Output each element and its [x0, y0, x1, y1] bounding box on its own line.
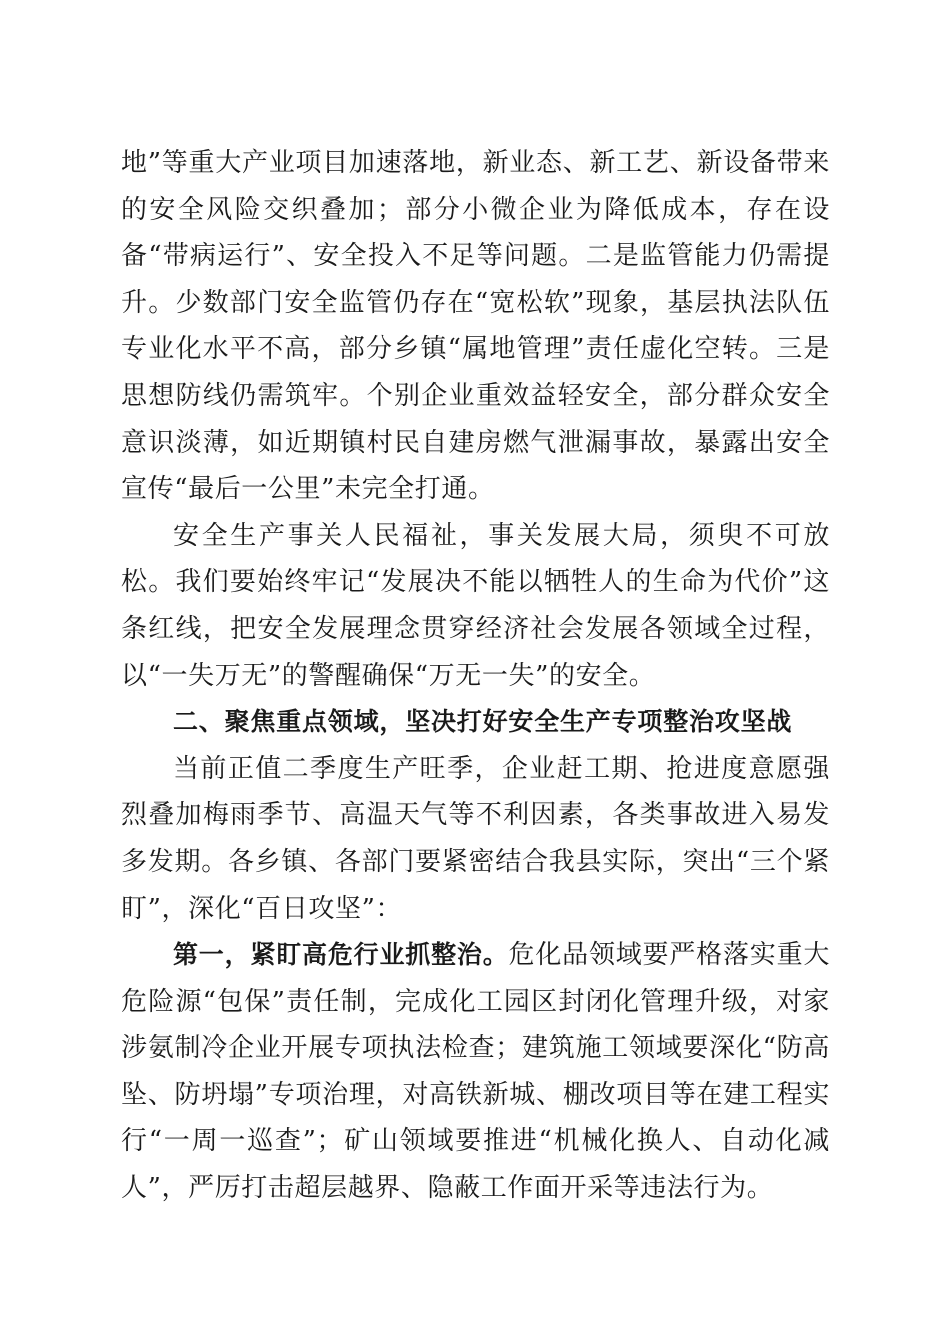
paragraph-body-first: 危化品领域要严格落实重大危险源“包保”责任制，完成化工园区封闭化管理升级，对家涉氨制冷企业开展专项执法检查；建筑施工领域要深化“防高坠、防坍塌”专项治理，对高铁新城、棚改项目等在建工程实行“一周一巡查”；矿山领域要推进“机械化换人、自动化减人”，严厉打击超层越界、隐蔽工作面开采等违法行为。 [121, 940, 831, 1204]
paragraph-risk-analysis: 地”等重大产业项目加速落地，新业态、新工艺、新设备带来的安全风险交织叠加；部分小微企业为降低成本，存在设备“带病运行”、安全投入不足等问题。二是监管能力仍需提升。少数部门安全监管仍存在“宽松软”现象，基层执法队伍专业化水平不高，部分乡镇“属地管理”责任虚化空转。三是思想防线仍需筑牢。个别企业重效益轻安全，部分群众安全意识淡薄，如近期镇村民自建房燃气泄漏事故，暴露出安全宣传“最后一公里”未完全打通。 [121, 148, 830, 505]
section-heading-2: 二、聚焦重点领域，坚决打好安全生产专项整治攻坚战 [173, 707, 793, 737]
paragraph-lead-first: 第一，紧盯高危行业抓整治。 [173, 940, 509, 970]
paragraph-safety-importance: 安全生产事关人民福祉，事关发展大局，须臾不可放松。我们要始终牢记“发展决不能以牺牲人的生命为代价”这条红线，把安全发展理念贯穿经济社会发展各领域全过程，以“一失万无”的警醒确保“万无一失”的安全。 [121, 520, 830, 691]
paragraph-high-risk-industries [121, 932, 830, 1212]
document-body [121, 140, 830, 1212]
paragraph-current-situation: 当前正值二季度生产旺季，企业赶工期、抢进度意愿强烈叠加梅雨季节、高温天气等不利因素，各类事故进入易发多发期。各乡镇、各部门要紧密结合我县实际，突出“三个紧盯”，深化“百日攻坚”： [121, 753, 830, 924]
